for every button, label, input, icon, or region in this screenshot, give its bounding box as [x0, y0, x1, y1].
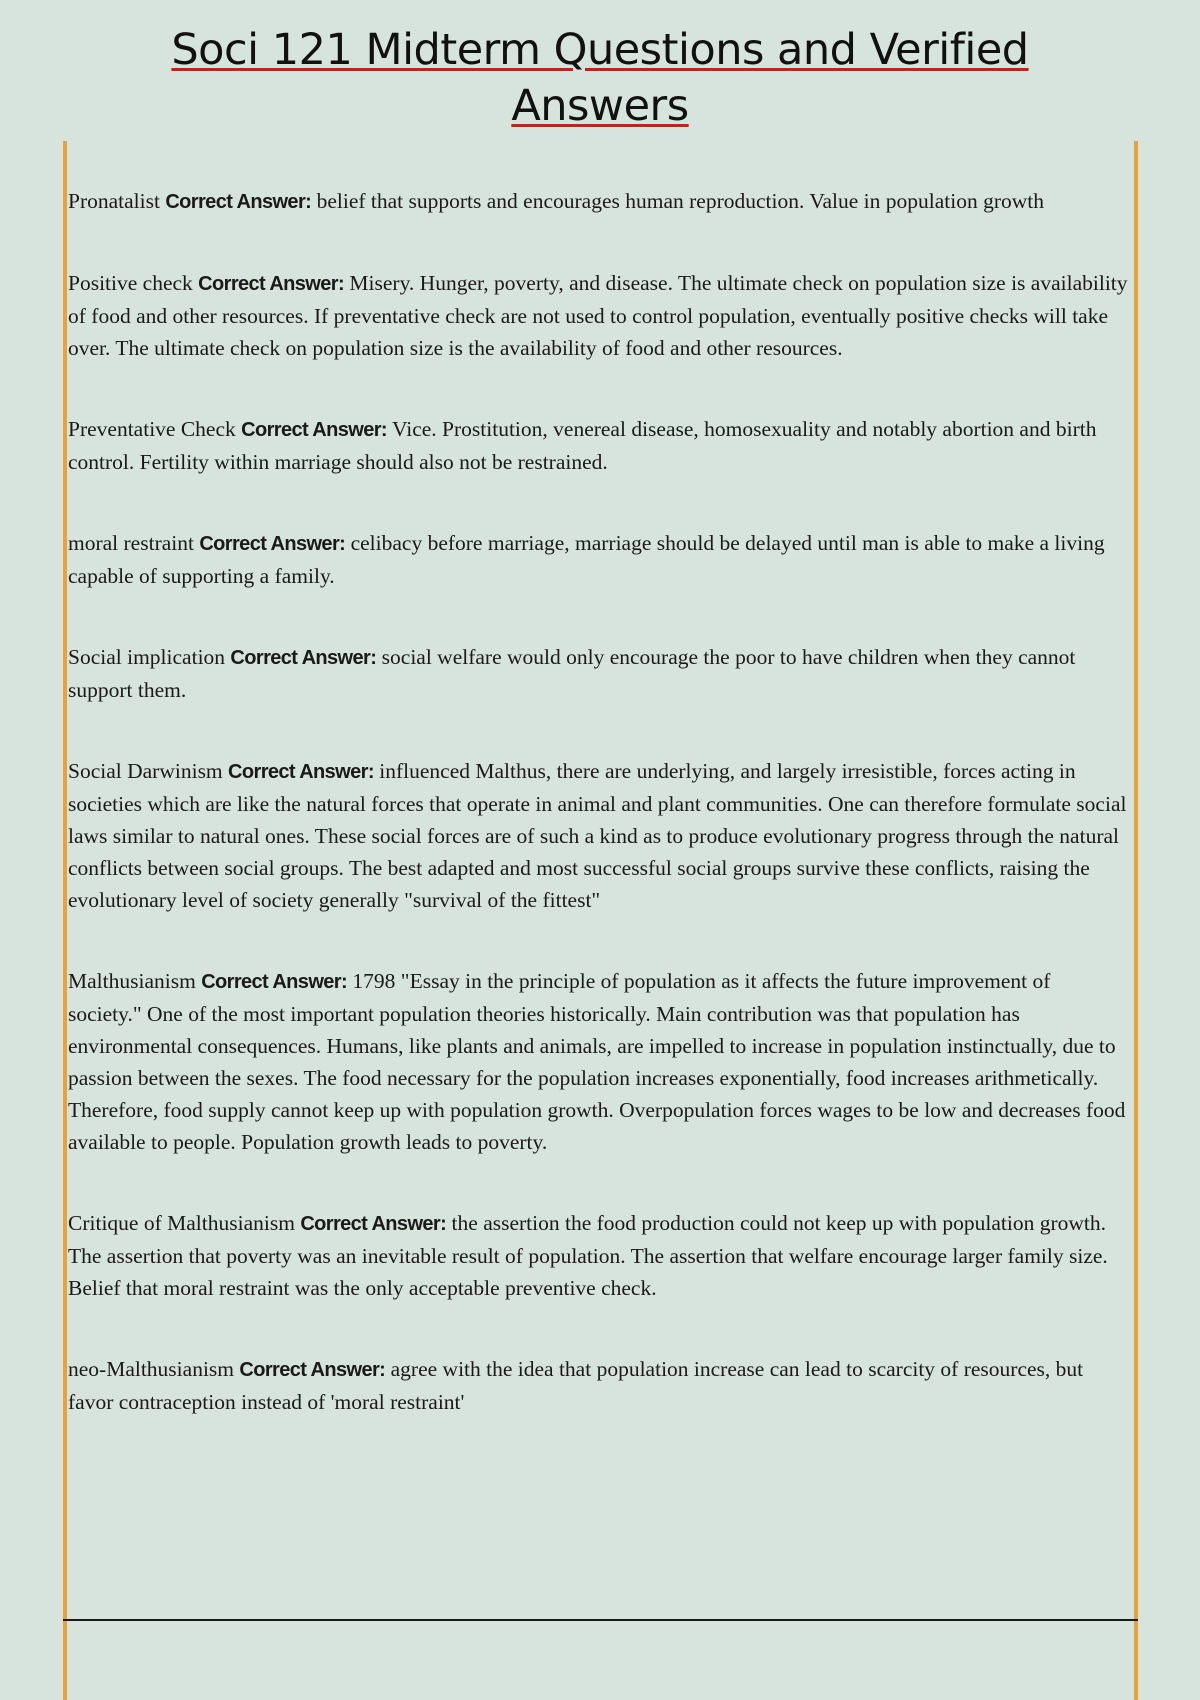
qa-entry-social-darwinism: [68, 755, 1128, 916]
qa-list: [68, 185, 1128, 1467]
term: neo-Malthusianism: [68, 1357, 235, 1381]
qa-entry-neo-malthusianism: [68, 1353, 1128, 1418]
page-title-text: Soci 121 Midterm Questions and Verified Answers: [171, 25, 1029, 131]
correct-answer-label: Correct Answer:: [228, 761, 374, 783]
answer: agree with the idea that population increase can lead to scarcity of resources, but favor contraception instead of 'moral restraint': [68, 1357, 1084, 1414]
correct-answer-label: Correct Answer:: [300, 1213, 447, 1235]
term: Malthusianism: [68, 969, 196, 993]
term: Pronatalist: [68, 189, 160, 213]
qa-entry-malthusianism: [68, 965, 1128, 1158]
term: moral restraint: [68, 531, 194, 555]
qa-entry-positive-check: [68, 267, 1128, 364]
qa-entry-critique-of-malthusianism: [68, 1207, 1128, 1304]
answer: belief that supports and encourages human reproduction. Value in population growth: [316, 189, 1045, 213]
bottom-divider: [63, 1619, 1138, 1621]
qa-entry-preventative-check: [68, 413, 1128, 478]
correct-answer-label: Correct Answer:: [241, 419, 387, 441]
term: Critique of Malthusianism: [68, 1211, 295, 1235]
correct-answer-label: Correct Answer:: [201, 971, 348, 993]
page-title: [100, 22, 1100, 134]
right-border-line: [1134, 141, 1138, 1700]
term: Preventative Check: [68, 417, 236, 441]
answer: the assertion the food production could not keep up with population growth. The assertion that poverty was an inevitable result of population. The assertion that welfare encourage larger family size. Belief that moral restraint was the only acceptable preventive check.: [68, 1211, 1108, 1300]
left-border-line: [63, 141, 67, 1700]
answer: celibacy before marriage, marriage should be delayed until man is able to make a living capable of supporting a family.: [68, 531, 1105, 588]
answer: influenced Malthus, there are underlying, and largely irresistible, forces acting in societies which are like the natural forces that operate in animal and plant communities. One can therefore formulate social laws similar to natural ones. These social forces are of such a kind as to produce evolutionary progress through the natural conflicts between social groups. The best adapted and most successful social groups survive these conflicts, raising the evolutionary level of society generally "survival of the fittest": [68, 759, 1127, 912]
correct-answer-label: Correct Answer:: [199, 533, 346, 555]
correct-answer-label: Correct Answer:: [239, 1359, 386, 1381]
qa-entry-social-implication: [68, 641, 1128, 706]
correct-answer-label: Correct Answer:: [198, 273, 345, 295]
answer: 1798 "Essay in the principle of population as it affects the future improvement of society." One of the most important population theories historically. Main contribution was that population has environmental consequences. Humans, like plants and animals, are impelled to increase in population instinctually, due to passion between the sexes. The food necessary for the population increases exponentially, food increases arithmetically. Therefore, food supply cannot keep up with population growth. Overpopulation forces wages to be low and decreases food available to people. Population growth leads to poverty.: [68, 969, 1126, 1154]
answer: Misery. Hunger, poverty, and disease. The ultimate check on population size is availability of food and other resources. If preventative check are not used to control population, eventually positive checks will take over. The ultimate check on population size is the availability of food and other resources.: [68, 271, 1128, 360]
term: Positive check: [68, 271, 193, 295]
term: Social Darwinism: [68, 759, 223, 783]
qa-entry-pronatalist: [68, 185, 1128, 218]
qa-entry-moral-restraint: [68, 527, 1128, 592]
correct-answer-label: Correct Answer:: [165, 191, 312, 213]
correct-answer-label: Correct Answer:: [230, 647, 377, 669]
term: Social implication: [68, 645, 226, 669]
answer: social welfare would only encourage the poor to have children when they cannot support them.: [68, 645, 1076, 702]
answer: Vice. Prostitution, venereal disease, homosexuality and notably abortion and birth control. Fertility within marriage should also not be restrained.: [68, 417, 1097, 474]
